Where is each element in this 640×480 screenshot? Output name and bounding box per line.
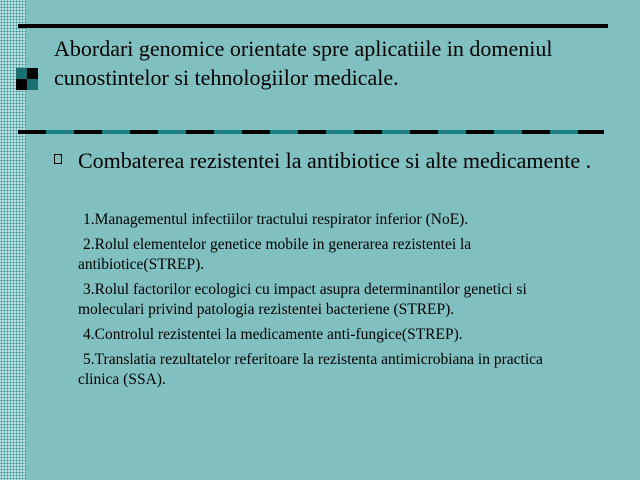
main-bullet-text: Combaterea rezistentei la antibiotice si alte medicamente . <box>78 148 592 173</box>
sub-item-list <box>78 210 588 395</box>
decorative-squares-icon <box>16 68 38 90</box>
hollow-square-bullet-icon <box>54 154 62 164</box>
list-item-5: 5.Translatia rezultatelor referitoare la rezistenta antimicrobiana in practica clinica (SSA). <box>78 351 543 388</box>
deco-square <box>16 79 27 90</box>
list-item-4: 4.Controlul rezistentei la medicamente anti-fungice(STREP). <box>83 326 463 343</box>
deco-square <box>27 68 38 79</box>
list-item-2: 2.Rolul elementelor genetice mobile in generarea rezistentei la antibiotice(STREP). <box>78 236 472 273</box>
dashed-divider <box>18 130 604 134</box>
deco-square <box>27 79 38 90</box>
top-rule <box>18 24 608 28</box>
slide-title: Abordari genomice orientate spre aplicatiile in domeniul cunostintelor si tehnologiilor medicale. <box>54 36 553 90</box>
list-item-3: 3.Rolul factorilor ecologici cu impact asupra determinantilor genetici si moleculari privind patologia rezistentei bacteriene (STREP). <box>78 281 527 318</box>
list-item-1: 1.Managementul infectiilor tractului respirator inferior (NoE). <box>83 211 469 228</box>
deco-square <box>16 68 27 79</box>
